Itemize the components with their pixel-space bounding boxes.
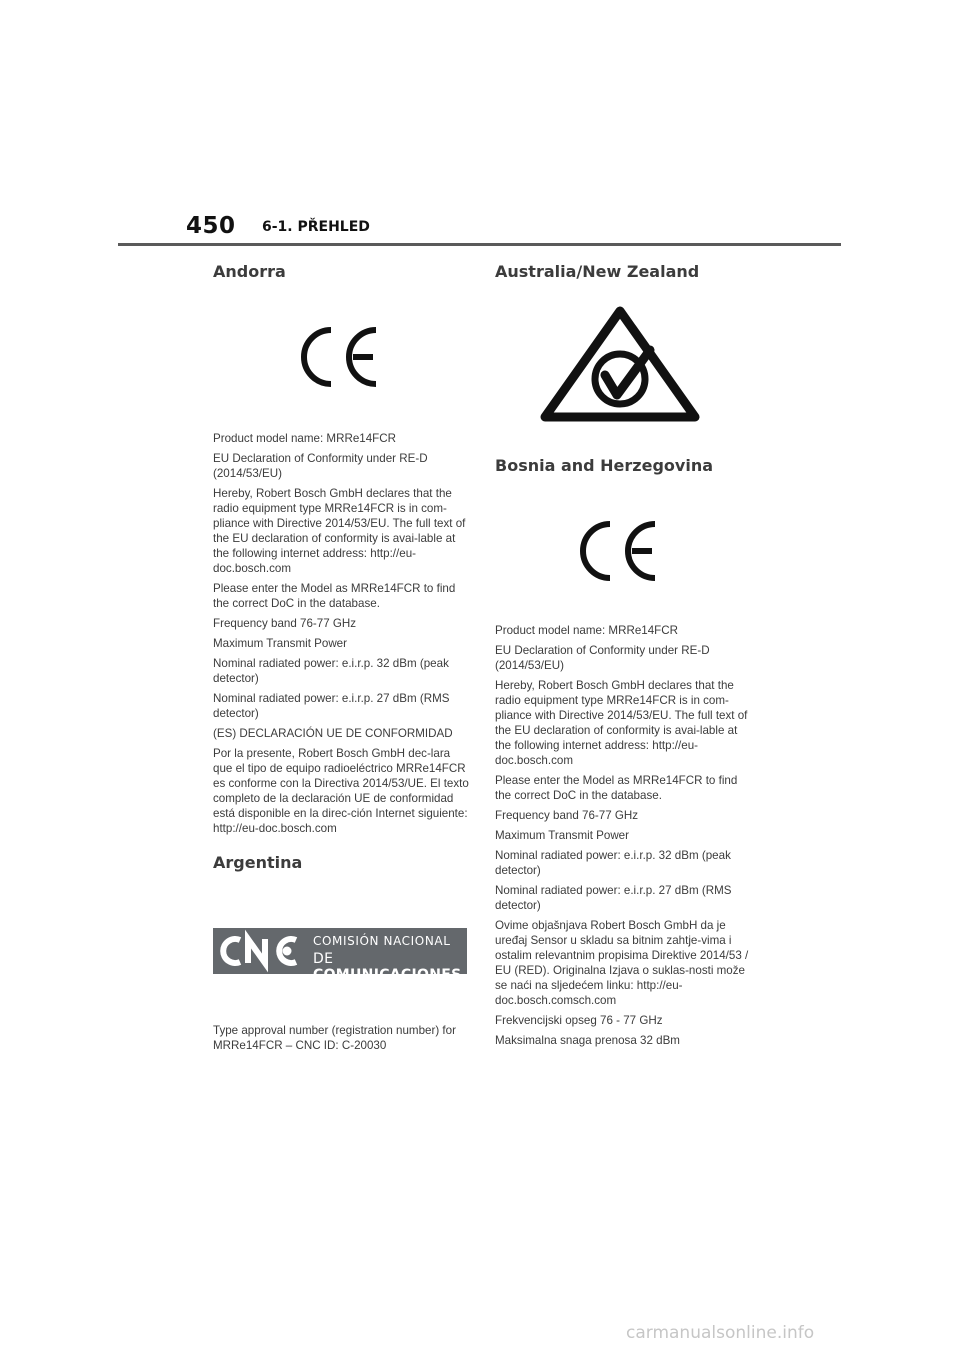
bosnia-paragraph: Frekvencijski opseg 76 - 77 GHz xyxy=(495,1014,663,1027)
andorra-paragraph: Maximum Transmit Power xyxy=(213,637,347,650)
ce-mark-icon xyxy=(297,327,381,387)
cnc-logo-line2 xyxy=(313,951,467,983)
argentina-text xyxy=(213,1023,469,1053)
bosnia-paragraph: Nominal radiated power: e.i.r.p. 27 dBm (RMS detector) xyxy=(495,884,732,912)
cnc-logo xyxy=(213,928,467,983)
bosnia-paragraph: Please enter the Model as MRRe14FCR to find the correct DoC in the database. xyxy=(495,774,738,802)
left-column xyxy=(213,262,469,1058)
header-divider xyxy=(118,243,841,246)
argentina-paragraph: Type approval number (registration number) for MRRe14FCR – CNC ID: C-20030 xyxy=(213,1024,456,1052)
page-header xyxy=(0,0,960,250)
andorra-paragraph: Hereby, Robert Bosch GmbH declares that the radio equipment type MRRe14FCR is in com-pliance with Directive 2014/53/EU. The full text of the EU declaration of conformity is avai-lable at the following internet address: http://eu-doc.bosch.com xyxy=(213,487,466,575)
bosnia-paragraph: Nominal radiated power: e.i.r.p. 32 dBm (peak detector) xyxy=(495,849,731,877)
section-heading-bosnia: Bosnia and Herzegovina xyxy=(495,456,714,475)
section-andorra xyxy=(213,262,469,836)
andorra-paragraph: Frequency band 76-77 GHz xyxy=(213,617,357,630)
footer-watermark[interactable]: carmanualsonline.info xyxy=(626,1323,815,1343)
section-bosnia xyxy=(495,456,751,1048)
bosnia-paragraph: Maksimalna snaga prenosa 32 dBm xyxy=(495,1034,680,1047)
andorra-paragraph: Por la presente, Robert Bosch GmbH dec-lara que el tipo de equipo radioeléctrico MRRe14FCR es conforme con la Directiva 2014/53/UE. El texto completo de la declaración UE de conformidad está disponible en la direc-ción Internet siguiente: http://eu-doc.bosch.com xyxy=(213,747,469,835)
ce-mark-icon xyxy=(576,521,660,581)
bosnia-paragraph: Maximum Transmit Power xyxy=(495,829,629,842)
rcm-mark-icon xyxy=(537,303,703,425)
section-heading-australia: Australia/New Zealand xyxy=(495,262,700,281)
andorra-text xyxy=(213,431,469,836)
cnc-logo-line2-bold: COMUNICACIONES xyxy=(313,967,462,983)
cnc-letters-icon xyxy=(213,928,313,974)
andorra-paragraph: Product model name: MRRe14FCR xyxy=(213,432,396,445)
bosnia-paragraph: Ovime objašnjava Robert Bosch GmbH da je uređaj Sensor u skladu sa bitnim zahtje-vima i ostalim relevantnim propisima Direktive 2014/53 / EU (RED). Originalna Izjava o suklas-nosti može se naći na sljedećem linku: http://eu-doc.bosch.comsch.com xyxy=(495,919,749,1007)
bosnia-paragraph: Frequency band 76-77 GHz xyxy=(495,809,639,822)
chapter-title: 6-1. PŘEHLED xyxy=(262,219,370,235)
section-heading-andorra: Andorra xyxy=(213,262,286,281)
cnc-logo-line2-prefix: DE xyxy=(313,951,334,967)
andorra-paragraph: EU Declaration of Conformity under RE-D (2014/53/EU) xyxy=(213,452,428,480)
page-number: 450 xyxy=(186,213,236,239)
bosnia-text xyxy=(495,623,751,1048)
right-column xyxy=(495,262,751,1053)
andorra-paragraph: Nominal radiated power: e.i.r.p. 32 dBm (peak detector) xyxy=(213,657,449,685)
section-heading-argentina: Argentina xyxy=(213,853,303,872)
bosnia-paragraph: Product model name: MRRe14FCR xyxy=(495,624,678,637)
section-australia xyxy=(495,262,751,425)
andorra-paragraph: Nominal radiated power: e.i.r.p. 27 dBm (RMS detector) xyxy=(213,692,450,720)
bosnia-paragraph: EU Declaration of Conformity under RE-D (2014/53/EU) xyxy=(495,644,710,672)
section-argentina xyxy=(213,853,469,1053)
bosnia-paragraph: Hereby, Robert Bosch GmbH declares that the radio equipment type MRRe14FCR is in com-pliance with Directive 2014/53/EU. The full text of the EU declaration of conformity is avai-lable at the following internet address: http://eu-doc.bosch.com xyxy=(495,679,748,767)
andorra-paragraph: Please enter the Model as MRRe14FCR to find the correct DoC in the database. xyxy=(213,582,456,610)
cnc-logo-line1: COMISIÓN NACIONAL xyxy=(313,934,451,948)
andorra-paragraph: (ES) DECLARACIÓN UE DE CONFORMIDAD xyxy=(213,727,453,740)
